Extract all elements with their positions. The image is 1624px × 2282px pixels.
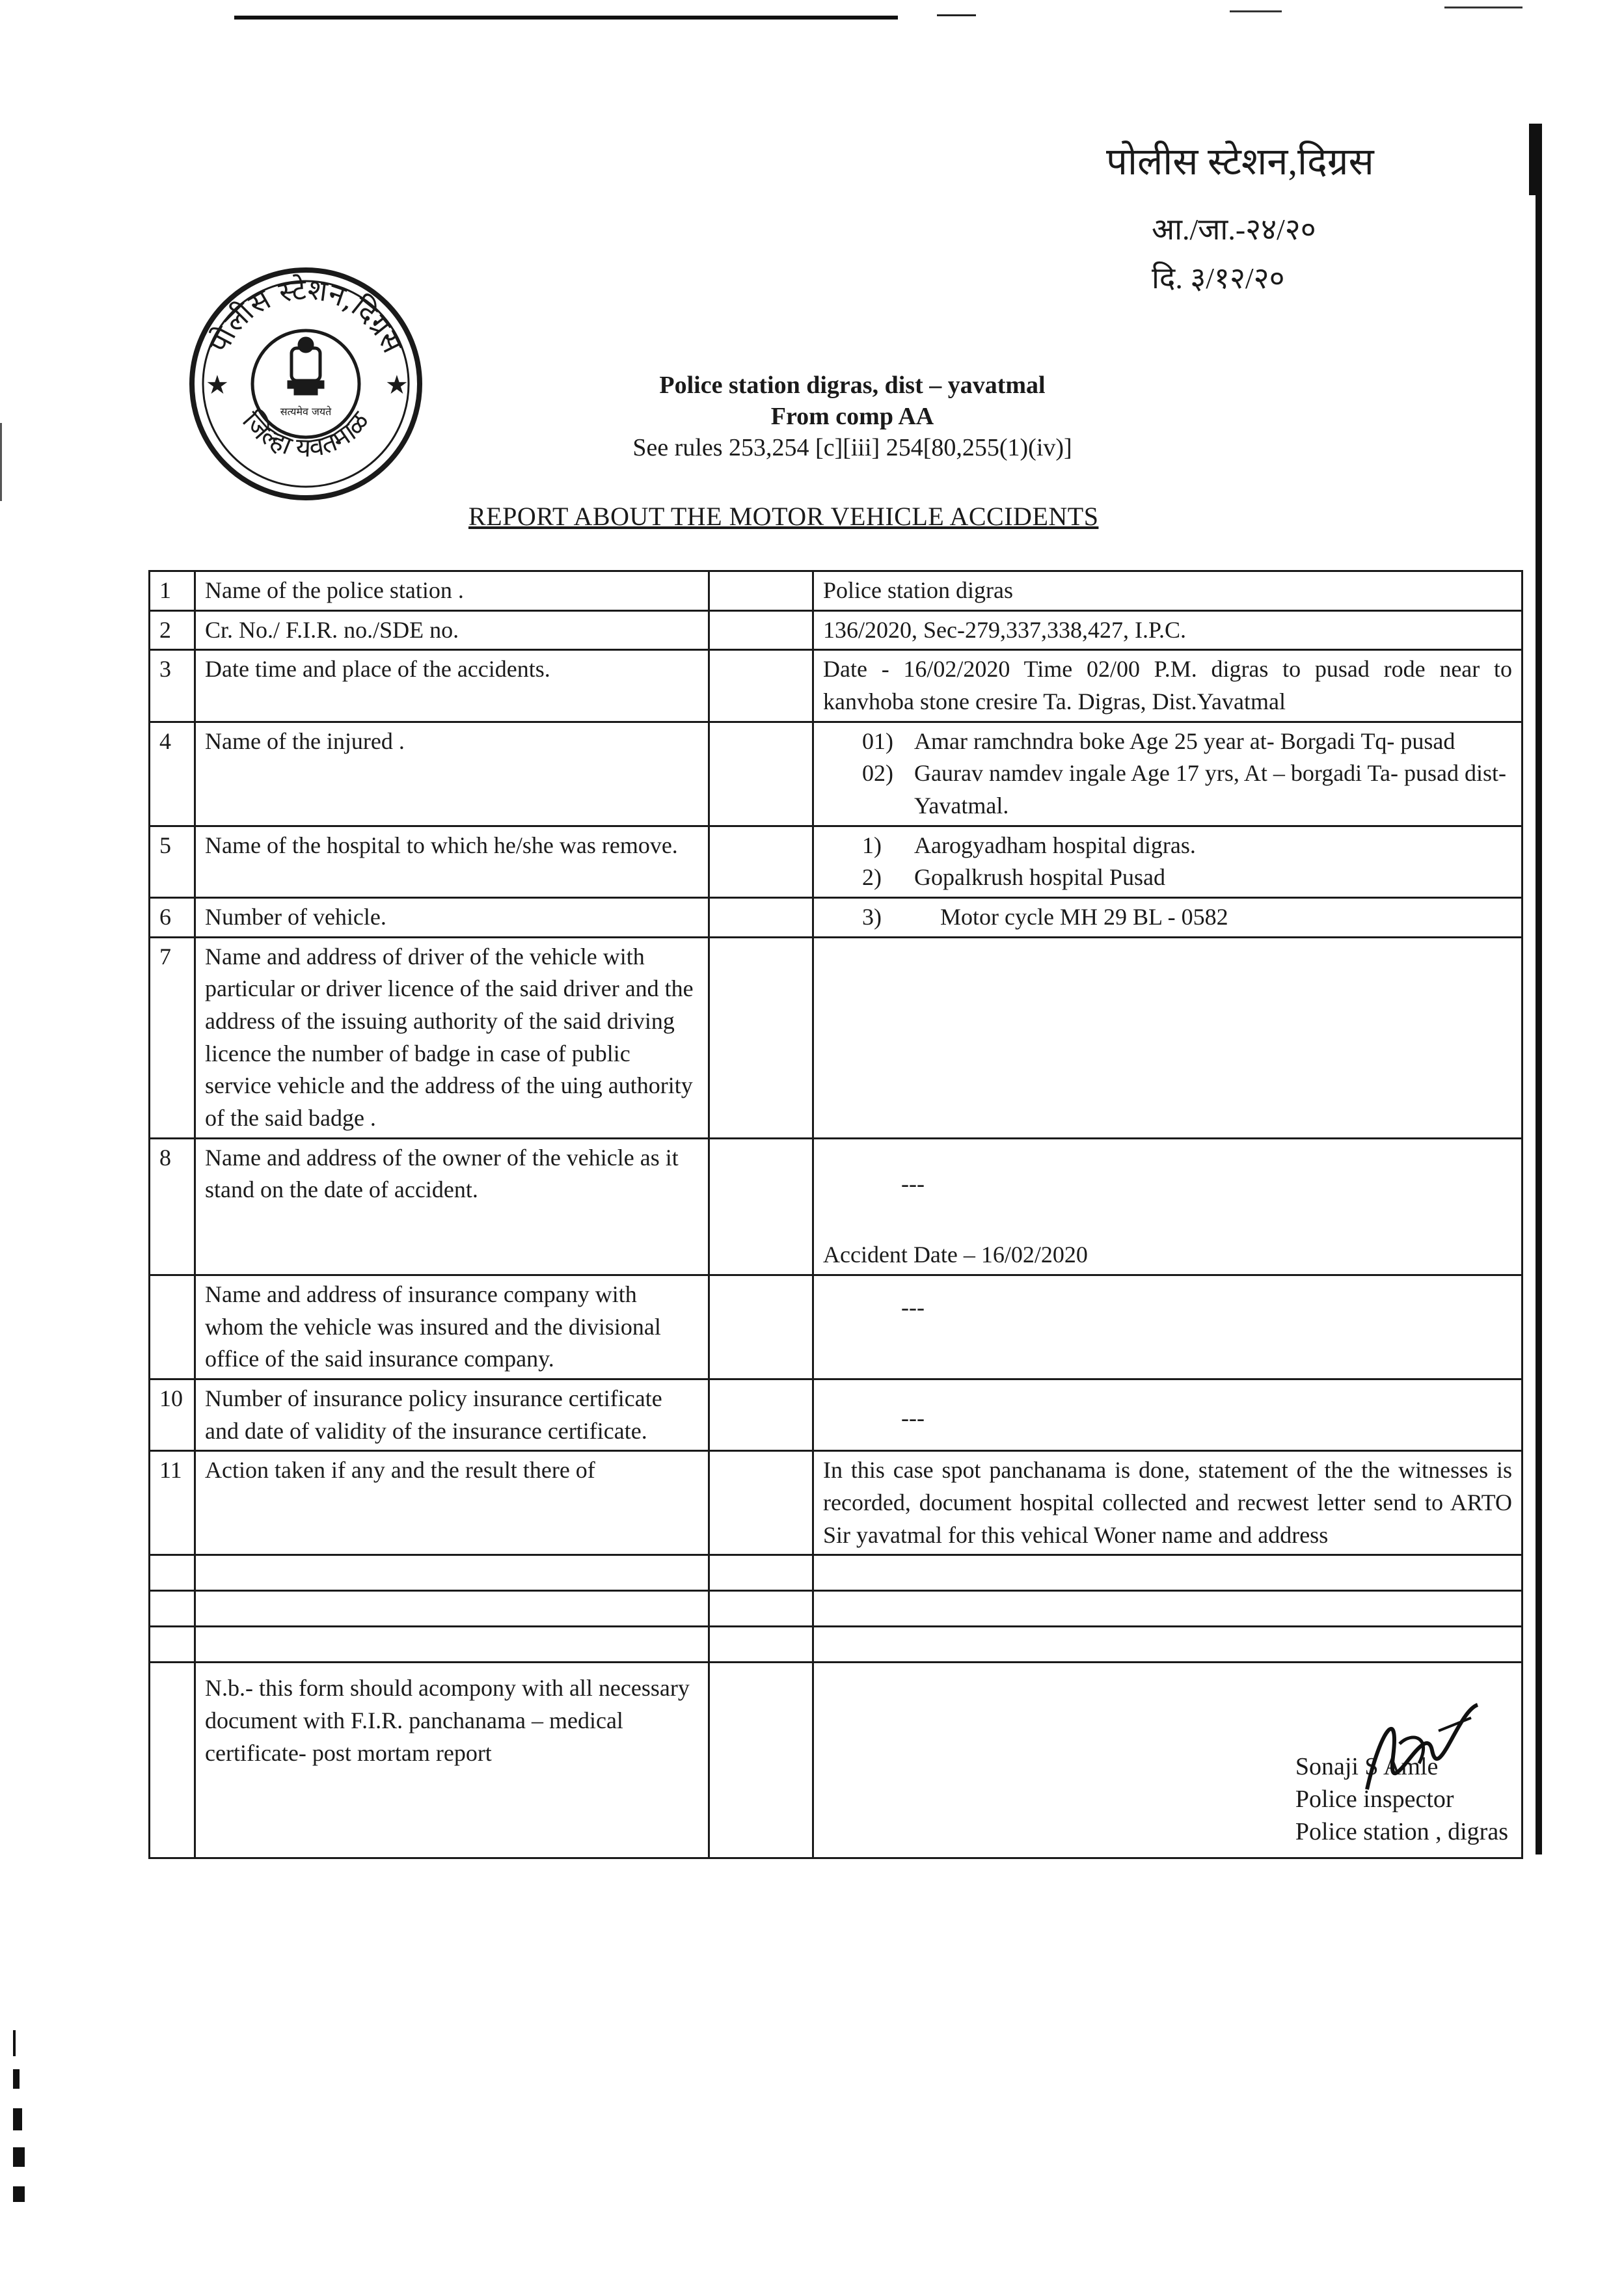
top-rule-fragment — [937, 14, 976, 16]
table-row — [150, 826, 1522, 897]
table-row — [150, 571, 1522, 611]
row-value: 136/2020, Sec-279,337,338,427, I.P.C. — [813, 610, 1522, 650]
svg-text:★: ★ — [385, 370, 409, 400]
accident-report-table — [148, 570, 1523, 1859]
row-label: Name of the injured . — [195, 722, 709, 826]
handwritten-signature — [1354, 1692, 1484, 1802]
signature-block — [1295, 1750, 1508, 1848]
row-gap-cell — [709, 898, 813, 938]
table-row — [150, 610, 1522, 650]
row-value — [813, 898, 1522, 938]
row-gap-cell — [709, 1138, 813, 1275]
signature-cell — [813, 1663, 1522, 1858]
row-value: In this case spot panchanama is done, statement of the the witnesses is recorded, document hospital collected and recwest letter send to ARTO Sir yavatmal for this vehical Woner name and address — [813, 1451, 1522, 1555]
margin-border-line — [1536, 124, 1542, 1854]
svg-text:पोलीस स्टेशन,दिग्रस: पोलीस स्टेशन,दिग्रस — [202, 273, 409, 359]
table-row-empty — [150, 1591, 1522, 1627]
signatory-name: Sonaji S Amle — [1295, 1753, 1439, 1780]
row-number — [150, 1275, 195, 1379]
row-gap-cell — [709, 1451, 813, 1555]
heading-rules: See rules 253,254 [c][iii] 254[80,255(1)(iv)] — [632, 434, 1072, 461]
row-gap-cell — [709, 1379, 813, 1451]
left-margin-mark — [0, 423, 2, 501]
row-value — [813, 1275, 1522, 1379]
row-label: Cr. No./ F.I.R. no./SDE no. — [195, 610, 709, 650]
signatory-office: Police station , digras — [1295, 1818, 1508, 1846]
top-rule-fragment — [1230, 10, 1282, 12]
svg-text:सत्यमेव जयते: सत्यमेव जयते — [280, 405, 332, 418]
table-row — [150, 722, 1522, 826]
row-gap-cell — [709, 1275, 813, 1379]
punch-hole-marks — [13, 2030, 39, 2206]
row-number: 3 — [150, 650, 195, 722]
row-number: 7 — [150, 937, 195, 1138]
row-label: Number of vehicle. — [195, 898, 709, 938]
row-number: 2 — [150, 610, 195, 650]
table-row — [150, 937, 1522, 1138]
row-gap-cell — [709, 937, 813, 1138]
row-value: Date - 16/02/2020 Time 02/00 P.M. digras to pusad rode near to kanvhoba stone cresire Ta. Digras, Dist.Yavatmal — [813, 650, 1522, 722]
row-label: Name and address of insurance company with whom the vehicle was insured and the divisional office of the said insurance company. — [195, 1275, 709, 1379]
row-number: 8 — [150, 1138, 195, 1275]
accident-date-note: Accident Date – 16/02/2020 — [823, 1242, 1088, 1268]
heading-police-station: Police station digras, dist – yavatmal — [659, 372, 1046, 399]
row-number: 5 — [150, 826, 195, 897]
empty-value-dashes: --- — [901, 1170, 925, 1197]
list-item: 3) Motor cycle MH 29 BL - 0582 — [862, 904, 1228, 930]
emblem-icon — [288, 337, 324, 395]
table-row — [150, 1138, 1522, 1275]
list-item: 01) Amar ramchndra boke Age 25 year at- Borgadi Tq- pusad — [862, 727, 1455, 754]
row-label: Name of the police station . — [195, 571, 709, 611]
top-rule-fragment — [1444, 7, 1522, 8]
row-label: Action taken if any and the result there of — [195, 1451, 709, 1555]
row-number: 10 — [150, 1379, 195, 1451]
police-station-seal — [182, 260, 429, 508]
table-row — [150, 650, 1522, 722]
empty-value-dashes: --- — [901, 1405, 925, 1432]
table-row — [150, 1275, 1522, 1379]
table-row-footer — [150, 1663, 1522, 1858]
row-gap-cell — [709, 826, 813, 897]
row-number: 6 — [150, 898, 195, 938]
svg-text:★: ★ — [206, 370, 229, 400]
hindi-station-name: पोलीस स्टेशन,दिग्रस — [1106, 141, 1374, 183]
row-value: Police station digras — [813, 571, 1522, 611]
list-item: 1) Aarogyadham hospital digras. — [862, 832, 1196, 858]
row-gap-cell — [709, 610, 813, 650]
row-label: Number of insurance policy insurance certificate and date of validity of the insurance certificate. — [195, 1379, 709, 1451]
report-title: REPORT ABOUT THE MOTOR VEHICLE ACCIDENTS — [468, 502, 1099, 531]
signatory-title: Police inspector — [1295, 1786, 1454, 1813]
heading-form-name: From comp AA — [770, 403, 934, 430]
row-value — [813, 1138, 1522, 1275]
document-heading — [494, 371, 1210, 462]
table-row-empty — [150, 1555, 1522, 1591]
row-label: Date time and place of the accidents. — [195, 650, 709, 722]
row-value — [813, 1379, 1522, 1451]
row-value — [813, 937, 1522, 1138]
table-row — [150, 898, 1522, 938]
row-label: Name of the hospital to which he/she was remove. — [195, 826, 709, 897]
table-row — [150, 1451, 1522, 1555]
outward-number: आ./जा.-२४/२० — [1152, 213, 1316, 246]
footer-note: N.b.- this form should acompony with all necessary document with F.I.R. panchanama – medical certificate- post mortam report — [195, 1663, 709, 1858]
row-number: 11 — [150, 1451, 195, 1555]
row-label: Name and address of driver of the vehicle with particular or driver licence of the said driver and the address of the issuing authority of the said driving licence the number of badge in case of public service vehicle and the address of the uing authority of the said badge . — [195, 937, 709, 1138]
empty-value-dashes: --- — [901, 1294, 925, 1321]
table-row — [150, 1379, 1522, 1451]
row-gap-cell — [709, 571, 813, 611]
hindi-date: दि. ३/१२/२० — [1152, 262, 1285, 295]
row-number: 4 — [150, 722, 195, 826]
row-label: Name and address of the owner of the vehicle as it stand on the date of accident. — [195, 1138, 709, 1275]
svg-text:जिल्हा यवतमाळ: जिल्हा यवतमाळ — [236, 405, 375, 463]
row-value — [813, 722, 1522, 826]
table-row-empty — [150, 1627, 1522, 1663]
row-number: 1 — [150, 571, 195, 611]
row-value — [813, 826, 1522, 897]
list-item: 2) Gopalkrush hospital Pusad — [862, 864, 1165, 891]
top-rule-line — [234, 16, 898, 20]
list-item: 02) Gaurav namdev ingale Age 17 yrs, At – borgadi Ta- pusad dist- Yavatmal. — [862, 760, 1506, 819]
row-gap-cell — [709, 722, 813, 826]
row-gap-cell — [709, 650, 813, 722]
